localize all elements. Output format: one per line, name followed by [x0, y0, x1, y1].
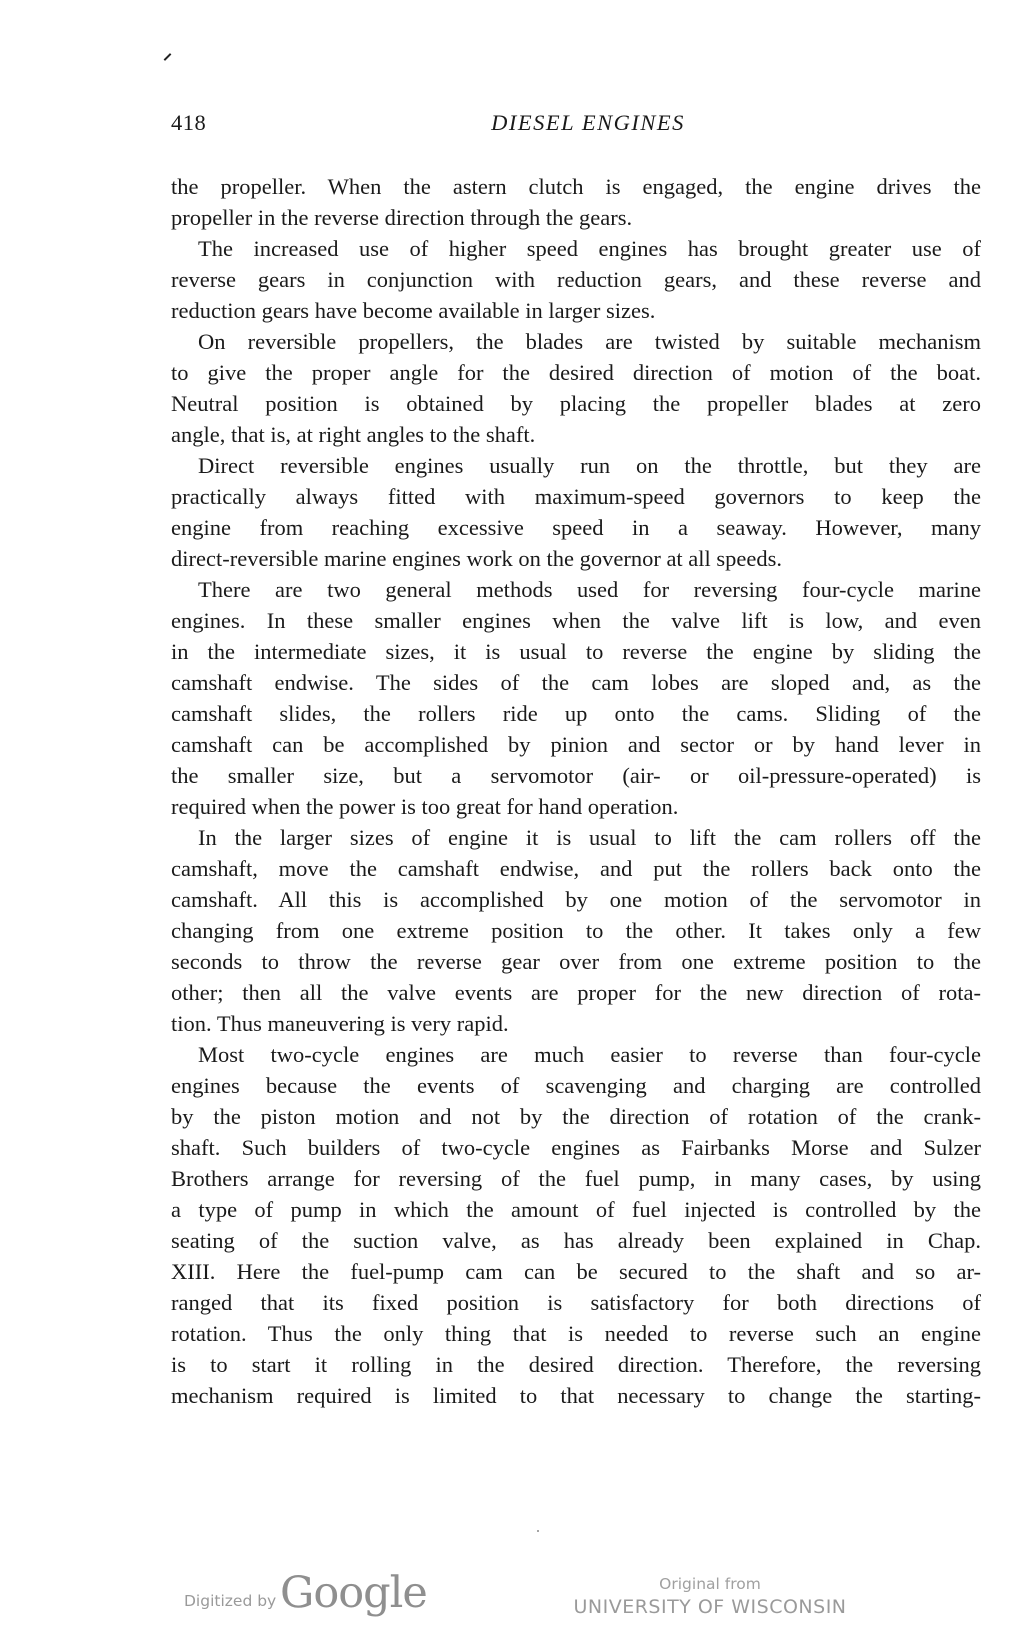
text-line: engines because the events of scavenging and charging are controlled	[171, 1073, 981, 1098]
digitized-by-label: Digitized by	[184, 1592, 277, 1610]
text-line: reverse gears in conjunction with reduction gears, and these reverse and	[171, 267, 981, 292]
google-logo: Google	[280, 1568, 427, 1618]
text-line: to give the proper angle for the desired direction of motion of the boat.	[171, 360, 981, 385]
text-line: shaft. Such builders of two-cycle engines as Fairbanks Morse and Sulzer	[171, 1135, 981, 1160]
text-line: direct-reversible marine engines work on the governor at all speeds.	[171, 546, 783, 571]
text-line: camshaft. All this is accomplished by one motion of the servomotor in	[171, 887, 981, 912]
text-line: camshaft, move the camshaft endwise, and put the rollers back onto the	[171, 856, 981, 881]
page-number: 418	[171, 110, 207, 135]
body-text	[171, 171, 981, 1411]
scan-tick-mark	[164, 53, 172, 61]
scan-speck	[537, 1530, 539, 1532]
text-line: camshaft endwise. The sides of the cam lobes are sloped and, as the	[171, 670, 981, 695]
text-line: Neutral position is obtained by placing the propeller blades at zero	[171, 391, 981, 416]
text-line: seating of the suction valve, as has already been explained in Chap.	[171, 1228, 981, 1253]
text-line: mechanism required is limited to that necessary to change the starting-	[171, 1383, 981, 1408]
text-line: by the piston motion and not by the direction of rotation of the crank-	[171, 1104, 981, 1129]
text-line: Brothers arrange for reversing of the fuel pump, in many cases, by using	[171, 1166, 981, 1191]
text-line: Direct reversible engines usually run on the throttle, but they are	[198, 453, 981, 478]
text-line: a type of pump in which the amount of fuel injected is controlled by the	[171, 1197, 981, 1222]
text-line: The increased use of higher speed engines has brought greater use of	[198, 236, 981, 261]
original-from-label: Original from	[659, 1575, 761, 1593]
text-line: other; then all the valve events are proper for the new direction of rota-	[171, 980, 981, 1005]
text-line: There are two general methods used for reversing four-cycle marine	[198, 577, 981, 602]
text-line: the smaller size, but a servomotor (air- or oil-pressure-operated) is	[171, 763, 981, 788]
text-line: the propeller. When the astern clutch is engaged, the engine drives the	[171, 174, 981, 199]
text-line: reduction gears have become available in larger sizes.	[171, 298, 656, 323]
text-line: Most two-cycle engines are much easier to reverse than four-cycle	[198, 1042, 981, 1067]
text-line: angle, that is, at right angles to the shaft.	[171, 422, 536, 447]
text-line: ranged that its fixed position is satisfactory for both directions of	[171, 1290, 981, 1315]
institution-label: UNIVERSITY OF WISCONSIN	[573, 1596, 847, 1618]
text-line: practically always fitted with maximum-speed governors to keep the	[171, 484, 981, 509]
text-line: seconds to throw the reverse gear over from one extreme position to the	[171, 949, 981, 974]
text-line: required when the power is too great for hand operation.	[171, 794, 679, 819]
text-line: propeller in the reverse direction through the gears.	[171, 205, 633, 230]
text-line: On reversible propellers, the blades are twisted by suitable mechanism	[198, 329, 981, 354]
original-source-watermark	[560, 1574, 860, 1634]
text-line: camshaft slides, the rollers ride up onto the cams. Sliding of the	[171, 701, 981, 726]
text-line: engine from reaching excessive speed in a seaway. However, many	[171, 515, 981, 540]
text-line: engines. In these smaller engines when the valve lift is low, and even	[171, 608, 981, 633]
text-line: In the larger sizes of engine it is usual to lift the cam rollers off the	[198, 825, 981, 850]
text-line: rotation. Thus the only thing that is needed to reverse such an engine	[171, 1321, 981, 1346]
text-line: in the intermediate sizes, it is usual to reverse the engine by sliding the	[171, 639, 981, 664]
text-line: XIII. Here the fuel-pump cam can be secured to the shaft and so ar-	[171, 1259, 981, 1284]
running-title: DIESEL ENGINES	[491, 110, 685, 135]
text-line: changing from one extreme position to the other. It takes only a few	[171, 918, 981, 943]
text-line: is to start it rolling in the desired direction. Therefore, the reversing	[171, 1352, 981, 1377]
running-head	[171, 110, 981, 144]
text-line: camshaft can be accomplished by pinion and sector or by hand lever in	[171, 732, 981, 757]
text-line: tion. Thus maneuvering is very rapid.	[171, 1011, 509, 1036]
